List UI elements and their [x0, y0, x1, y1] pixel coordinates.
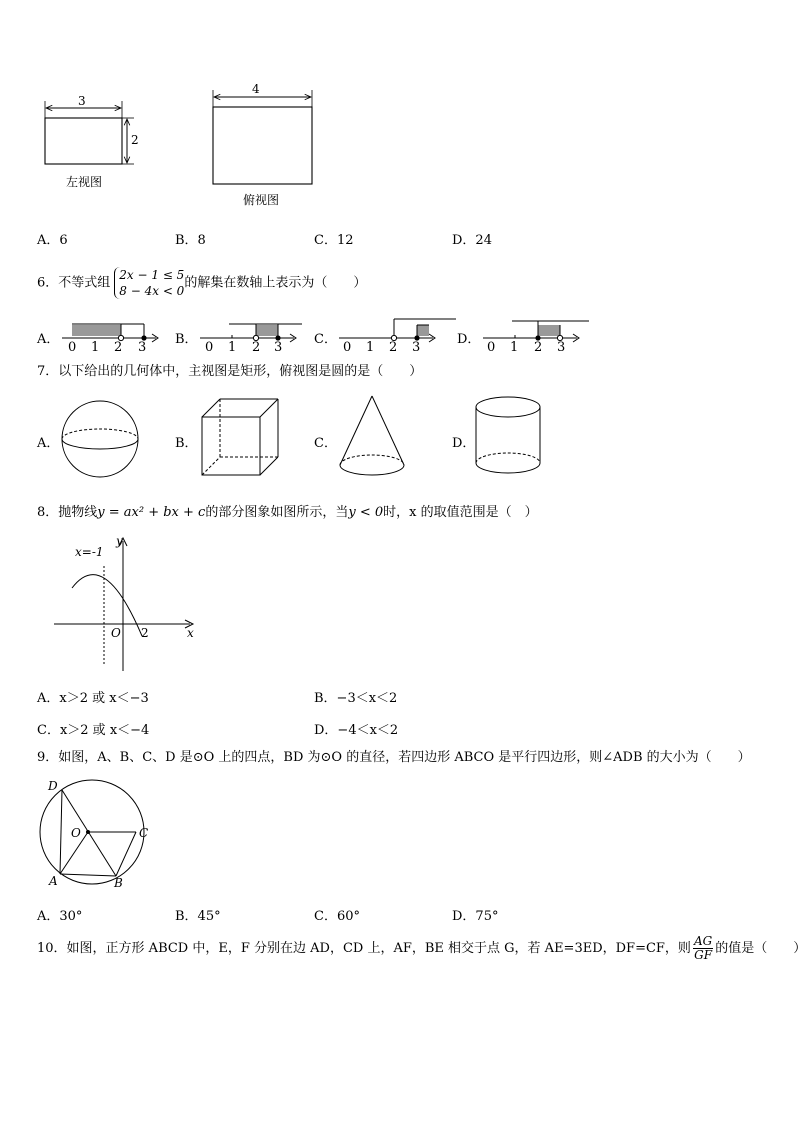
q5-option-a[interactable]: A．6 [37, 233, 68, 248]
q8-suffix: 时，x 的取值范围是（ ） [383, 505, 538, 520]
cylinder-figure [475, 393, 550, 483]
q5-option-b[interactable]: B．8 [175, 233, 206, 248]
q8-condition: y < 0 [348, 505, 384, 520]
q6-number-line-c [337, 316, 462, 356]
q8-origin-label: O [111, 626, 121, 640]
q7-option-a-letter[interactable]: A． [37, 436, 60, 451]
q6-d-tick-2: 2 [534, 340, 543, 355]
q6-d-tick-3: 3 [557, 340, 566, 355]
q6-option-c-letter[interactable]: C． [314, 332, 337, 347]
q6-b-tick-1: 1 [228, 340, 237, 355]
q10-question [37, 935, 806, 962]
q8-y-axis-label: y [116, 534, 123, 548]
sphere-figure [60, 397, 145, 482]
left-view-width-label: 3 [78, 94, 86, 108]
q7-option-c-letter[interactable]: C． [314, 436, 337, 451]
q6-b-tick-2: 2 [252, 340, 261, 355]
q8-x-axis-label: x [187, 626, 194, 640]
q7-option-d-letter[interactable]: D． [452, 436, 476, 451]
q9-option-d[interactable]: D．75° [452, 909, 499, 924]
q6-c-tick-3: 3 [412, 340, 421, 355]
q5-option-c[interactable]: C．12 [314, 233, 354, 248]
q8-option-c[interactable]: C．x＞2 或 x＜−4 [37, 723, 150, 738]
q8-option-a[interactable]: A．x＞2 或 x＜−3 [37, 691, 149, 706]
cone-figure [337, 393, 412, 483]
q10-fraction [693, 935, 713, 962]
q9-question: 9．如图，A、B、C、D 是⊙O 上的四点，BD 为⊙O 的直径，若四边形 ABCO 是平行四边形，则∠ADB 的大小为（ ） [37, 750, 751, 765]
q8-prefix: 8．抛物线 [37, 505, 98, 520]
top-view-caption: 俯视图 [243, 193, 280, 207]
left-view-figure [0, 0, 794, 220]
left-view-caption: 左视图 [66, 175, 103, 189]
q6-question [37, 267, 366, 299]
q7-question: 7．以下给出的几何体中，主视图是矩形，俯视图是圆的是（ ） [37, 364, 423, 379]
q7-option-b-letter[interactable]: B． [175, 436, 198, 451]
q10-frac-den: GF [694, 948, 713, 962]
q6-b-tick-0: 0 [205, 340, 214, 355]
q6-option-d-letter[interactable]: D． [457, 332, 481, 347]
q9-point-b-label: B [114, 876, 123, 890]
q8-equation: y = ax² + bx + c [97, 505, 206, 520]
cube-figure [198, 397, 288, 482]
q6-inequality-1: 2x − 1 ≤ 5 [119, 268, 185, 282]
q10-frac-num: AG [693, 934, 713, 948]
q6-prefix: 6．不等式组 [37, 275, 111, 291]
top-view-width-label: 4 [252, 82, 260, 96]
q9-point-a-label: A [49, 874, 58, 888]
q6-suffix: 的解集在数轴上表示为（ ） [184, 275, 367, 291]
q8-root-label: 2 [141, 626, 149, 640]
q9-option-c[interactable]: C．60° [314, 909, 360, 924]
q9-point-c-label: C [139, 826, 149, 840]
q6-inequality-2: 8 − 4x < 0 [119, 284, 185, 298]
q8-option-d[interactable]: D．−4＜x＜2 [314, 723, 399, 738]
q9-point-o-label: O [71, 826, 81, 840]
q8-middle: 的部分图象如图所示，当 [205, 505, 349, 520]
q5-option-d[interactable]: D．24 [452, 233, 492, 248]
q6-c-tick-1: 1 [366, 340, 375, 355]
q9-point-d-label: D [48, 779, 58, 793]
q10-suffix: 的值是（ ） [715, 941, 806, 956]
q6-inequality-system [114, 267, 184, 299]
left-view-height-label: 2 [131, 133, 139, 147]
q6-option-a-letter[interactable]: A． [37, 332, 60, 347]
q6-c-tick-0: 0 [343, 340, 352, 355]
q9-option-b[interactable]: B．45° [175, 909, 221, 924]
q8-question [37, 505, 538, 521]
q8-axis-line-label: x=-1 [75, 545, 104, 559]
q6-c-tick-2: 2 [389, 340, 398, 355]
q6-a-tick-2: 2 [114, 340, 123, 355]
q6-d-tick-0: 0 [487, 340, 496, 355]
q8-option-b[interactable]: B．−3＜x＜2 [314, 691, 398, 706]
q6-a-tick-1: 1 [91, 340, 100, 355]
q10-prefix: 10．如图，正方形 ABCD 中，E，F 分别在边 AD，CD 上，AF，BE 相交于点 G，若 AE=3ED，DF=CF，则 [37, 941, 691, 956]
q6-option-b-letter[interactable]: B． [175, 332, 198, 347]
parabola-graph [50, 536, 200, 676]
q6-d-tick-1: 1 [510, 340, 519, 355]
q6-a-tick-3: 3 [138, 340, 147, 355]
q6-a-tick-0: 0 [68, 340, 77, 355]
q6-b-tick-3: 3 [274, 340, 283, 355]
q9-option-a[interactable]: A．30° [37, 909, 83, 924]
